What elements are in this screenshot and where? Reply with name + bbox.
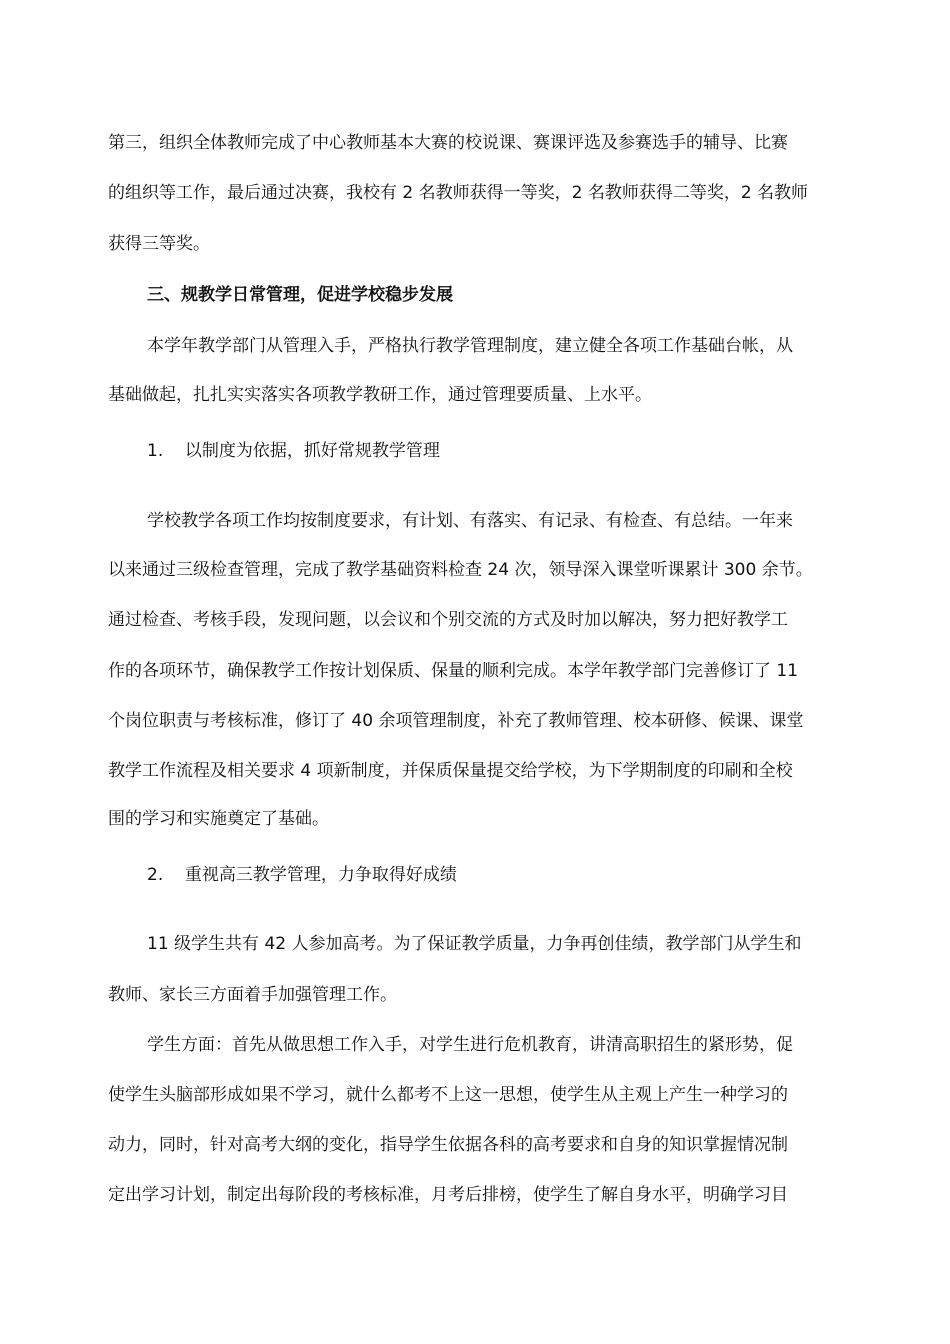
text-line: 通过检查、考核手段，发现问题，以会议和个别交流的方式及时加以解决，努力把好教学工: [108, 610, 788, 630]
subsection-heading: 1. 以制度为依据，抓好常规教学管理: [147, 441, 440, 461]
text-line: 使学生头脑部形成如果不学习，就什么都考不上这一思想，使学生从主观上产生一种学习的: [108, 1085, 788, 1105]
text-line: 围的学习和实施奠定了基础。: [108, 809, 329, 829]
text-line: 第三，组织全体教师完成了中心教师基本大赛的校说课、赛课评选及参赛选手的辅导、比赛: [108, 133, 788, 153]
text-line: 学校教学各项工作均按制度要求，有计划、有落实、有记录、有检查、有总结。一年来: [147, 511, 793, 531]
text-line: 学生方面：首先从做思想工作入手，对学生进行危机教育，讲清高职招生的紧形势，促: [147, 1035, 793, 1055]
text-line: 教学工作流程及相关要求 4 项新制度，并保质保量提交给学校，为下学期制度的印刷和全校: [108, 761, 793, 781]
text-line: 动力，同时，针对高考大纲的变化，指导学生依据各科的高考要求和自身的知识掌握情况制: [108, 1135, 788, 1155]
text-line: 定出学习计划，制定出每阶段的考核标准，月考后排榜，使学生了解自身水平，明确学习目: [108, 1185, 788, 1205]
text-line: 的组织等工作，最后通过决赛，我校有 2 名教师获得一等奖，2 名教师获得二等奖，2 名教师: [108, 183, 809, 203]
subsection-heading: 2. 重视高三教学管理，力争取得好成绩: [147, 865, 457, 885]
text-line: 以来通过三级检查管理，完成了教学基础资料检查 24 次，领导深入课堂听课累计 300 余节。: [108, 560, 813, 580]
text-line: 教师、家长三方面着手加强管理工作。: [108, 985, 397, 1005]
section-heading: 三、规教学日常管理，促进学校稳步发展: [147, 285, 453, 305]
text-line: 作的各项环节，确保教学工作按计划保质、保量的顺利完成。本学年教学部门完善修订了 11: [108, 661, 799, 681]
text-line: 获得三等奖。: [108, 234, 210, 254]
text-line: 本学年教学部门从管理入手，严格执行教学管理制度，建立健全各项工作基础台帐，从: [147, 336, 793, 356]
text-line: 基础做起，扎扎实实落实各项教学教研工作，通过管理要质量、上水平。: [108, 385, 652, 405]
text-line: 11 级学生共有 42 人参加高考。为了保证教学质量，力争再创佳绩，教学部门从学生和: [147, 934, 802, 954]
text-line: 个岗位职责与考核标准，修订了 40 余项管理制度，补充了教师管理、校本研修、候课、课堂: [108, 711, 804, 731]
